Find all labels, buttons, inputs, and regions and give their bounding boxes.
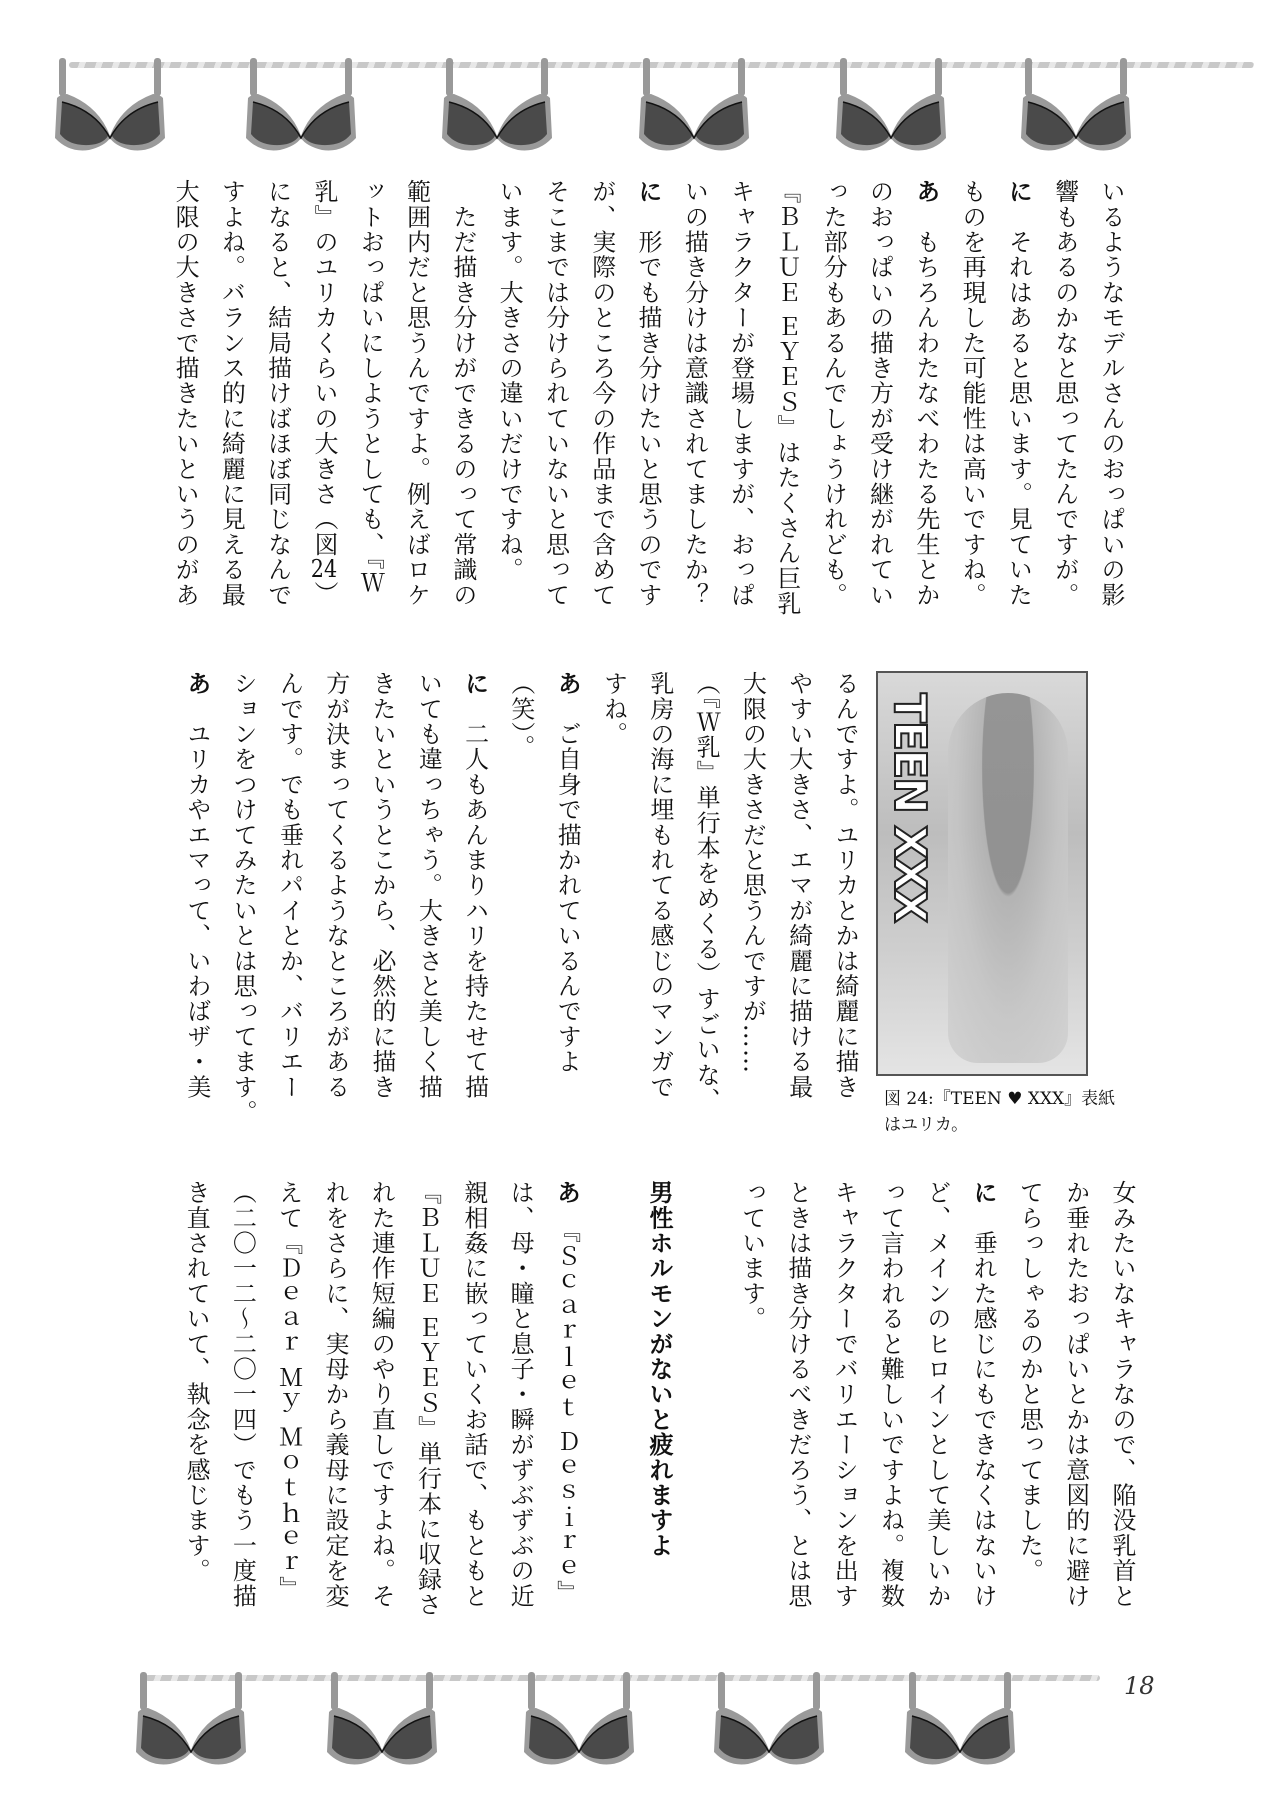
text-column [393, 179, 439, 607]
text-column [960, 1180, 1006, 1608]
column-text: か垂れたおっぱいとかは意図的に避け [1061, 1180, 1090, 1609]
column-text: います。大きさの違いだけですね。 [495, 179, 524, 583]
column-text: った部分もあるんでしょうけれども。 [819, 179, 848, 608]
section-heading: 男性ホルモンがないと疲れますよ [645, 1180, 674, 1558]
column-text: もちろんわたなべわたる先生とか [911, 204, 940, 608]
column-text: が、実際のところ今の作品まで含めて [587, 179, 616, 608]
speaker-marker: に [634, 179, 663, 205]
article-text-middle [174, 671, 868, 1125]
column-text: き直されていて、執念を感じます。 [182, 1180, 211, 1584]
text-column [775, 1180, 821, 1608]
column-text: それはあると思います。見ていた [1004, 204, 1033, 608]
text-column [312, 671, 358, 1099]
cover-illustration [948, 693, 1068, 1063]
text-column [359, 671, 405, 1099]
column-text: いるようなモデルさんのおっぱいの影 [1097, 179, 1125, 608]
column-text: キャラクターでバリエーションを出す [830, 1180, 859, 1609]
bra-decoration-icon [438, 58, 556, 153]
text-column [486, 179, 532, 607]
text-column [590, 671, 636, 1099]
page-number: 18 [1124, 1672, 1155, 1700]
text-column [683, 671, 729, 1113]
column-text: 大限の大きさで描きたいというのがあ [171, 179, 200, 608]
column-text: きたいというとこから、必然的に描き [368, 671, 397, 1100]
text-column [254, 179, 300, 607]
speaker-marker: に [969, 1180, 998, 1206]
speaker-marker: に [460, 671, 489, 697]
column-text: 形でも描き分けたいと思うのです [634, 204, 663, 608]
column-text: ションをつけてみたいとは思ってます。 [229, 671, 258, 1125]
column-text: （笑）。 [506, 671, 535, 760]
text-column [174, 671, 220, 1099]
column-text: すね。 [599, 671, 628, 747]
text-column [810, 179, 856, 607]
column-text: ご自身で描かれているんですよ [553, 696, 582, 1075]
text-column [1006, 1180, 1052, 1608]
text-column [347, 179, 393, 607]
speaker-marker: あ [553, 671, 582, 697]
column-text: いの描き分けは意識されてましたか？ [680, 179, 709, 608]
text-column [220, 671, 266, 1125]
bra-decoration-icon [710, 1672, 828, 1767]
column-text: ただ描き分けができるのって常識の [448, 179, 477, 608]
text-column [451, 1180, 497, 1608]
column-text: 『ＢＬＵＥ ＥＹＥＳ』単行本に収録さ [413, 1180, 442, 1618]
column-text: 乳』のユリカくらいの大きさ（図24） [309, 179, 338, 607]
text-column [821, 1180, 867, 1608]
column-text: キャラクターが登場しますが、おっぱ [726, 179, 755, 608]
column-text: 乳房の海に埋もれてる感じのマンガで [645, 671, 674, 1100]
column-text: てらっしゃるのかと思ってました。 [1015, 1180, 1044, 1584]
column-text: は、母・瞳と息子・瞬がずぶずぶの近 [506, 1180, 535, 1609]
text-column [949, 179, 995, 607]
text-column [856, 179, 902, 607]
text-column [440, 179, 486, 607]
column-text: るんですよ。ユリカとかは綺麗に描き [831, 671, 859, 1100]
column-text: れた連作短編のやり直しですよね。そ [367, 1180, 396, 1609]
bra-decoration-icon [901, 1672, 1019, 1767]
text-column [405, 671, 451, 1099]
cover-logo: TEEN XXX [884, 693, 935, 922]
column-text: ットおっぱいにしようとしても、『Ｗ [356, 179, 385, 596]
text-column [532, 179, 578, 607]
text-column [358, 1180, 404, 1608]
text-column [498, 671, 544, 1099]
column-text: っています。 [737, 1180, 766, 1332]
text-column [775, 671, 821, 1099]
text-column [451, 671, 497, 1099]
text-column [637, 671, 683, 1099]
text-column [173, 1180, 219, 1608]
text-column [867, 1180, 913, 1608]
text-column [589, 1180, 635, 1608]
text-column [162, 179, 208, 607]
column-text: んです。でも垂れパイとか、バリエー [275, 671, 304, 1100]
column-text: ユリカやエマって、いわばザ・美 [182, 696, 211, 1100]
column-text: 方が決まってくるようなところがある [321, 671, 350, 1100]
bra-decoration-icon [1017, 58, 1135, 153]
text-column [822, 671, 868, 1099]
bra-decoration-icon [51, 58, 169, 153]
text-column [764, 179, 810, 617]
column-text: やすい大きさ、エマが綺麗に描ける最 [784, 671, 813, 1100]
text-column [404, 1180, 450, 1618]
column-text: れをさらに、実母から義母に設定を変 [320, 1180, 349, 1609]
text-column [903, 179, 949, 607]
text-column [544, 671, 590, 1099]
text-column [312, 1180, 358, 1608]
bra-decoration-icon [832, 58, 950, 153]
text-column [301, 179, 347, 607]
bra-decoration-icon [520, 1672, 638, 1767]
bra-decoration-icon [242, 58, 360, 153]
text-column [728, 1180, 774, 1608]
text-column [682, 1180, 728, 1608]
column-text: そこまでは分けられていないと思って [541, 179, 570, 608]
column-text: ど、メインのヒロインとして美しいか [922, 1180, 951, 1609]
text-column [219, 1180, 265, 1608]
bra-decoration-icon [635, 58, 753, 153]
text-column [266, 671, 312, 1099]
column-text: 二人もあんまりハリを持たせて描 [460, 696, 489, 1100]
column-text: 範囲内だと思うんですよ。例えばロケ [402, 179, 431, 608]
text-column [671, 179, 717, 607]
text-column [497, 1180, 543, 1608]
speaker-marker: あ [911, 179, 940, 205]
figure-caption: 図 24:『TEEN ♥ XXX』表紙はユリカ。 [884, 1089, 1116, 1135]
book-cover-image [876, 671, 1088, 1076]
column-text: いても違っちゃう。大きさと美しく描 [414, 671, 443, 1100]
bra-decoration-icon [323, 1672, 441, 1767]
text-column [625, 179, 671, 607]
text-column [636, 1180, 682, 1608]
text-column [729, 671, 775, 1099]
text-column [995, 179, 1041, 607]
article-text-bottom [173, 1180, 1145, 1618]
column-text: ときは描き分けるべきだろう、とは思 [783, 1180, 812, 1609]
text-column [1041, 179, 1087, 607]
text-column [208, 179, 254, 607]
text-column [914, 1180, 960, 1608]
text-column [1052, 1180, 1098, 1608]
column-text: になると、結局描けばほぼ同じなんで [263, 179, 292, 608]
column-text: （『Ｗ乳』単行本をめくる）すごいな、 [692, 671, 721, 1113]
article-text-top [162, 179, 1134, 617]
bra-decoration-icon [132, 1672, 250, 1767]
column-text: 親相姦に嵌っていくお話で、もともと [459, 1180, 488, 1609]
column-text: 女みたいなキャラなので、陥没乳首と [1108, 1180, 1136, 1609]
speaker-marker: あ [552, 1180, 581, 1206]
speaker-marker: に [1004, 179, 1033, 205]
text-column [543, 1180, 589, 1608]
column-text: のおっぱいの描き方が受け継がれてい [865, 179, 894, 608]
column-text: 『ＢＬＵＥ ＥＹＥＳ』はたくさん巨乳 [772, 179, 801, 617]
text-column [578, 179, 624, 607]
column-text: 垂れた感じにもできなくはないけ [969, 1205, 998, 1609]
speaker-marker: あ [182, 671, 211, 697]
column-text: 『Ｓｃａｒｌｅｔ Ｄｅｓｉｒｅ』 [552, 1205, 581, 1606]
column-text: ものを再現した可能性は高いですね。 [958, 179, 987, 608]
column-text: 大限の大きさだと思うんですが…… [738, 671, 767, 1075]
text-column [717, 179, 763, 607]
text-column [1088, 179, 1134, 607]
text-column [1099, 1180, 1145, 1608]
column-text: すよね。バランス的に綺麗に見える最 [217, 179, 246, 608]
text-column [265, 1180, 311, 1608]
column-text: って言われると難しいですよね。複数 [876, 1180, 905, 1609]
column-text: えて『Ｄｅａｒ Ｍｙ Ｍｏｔｈｅｒ』 [274, 1180, 303, 1601]
column-text: 響もあるのかなと思ってたんですが。 [1050, 179, 1079, 608]
column-text: （二〇一二〜二〇一四）でもう一度描 [228, 1180, 257, 1609]
